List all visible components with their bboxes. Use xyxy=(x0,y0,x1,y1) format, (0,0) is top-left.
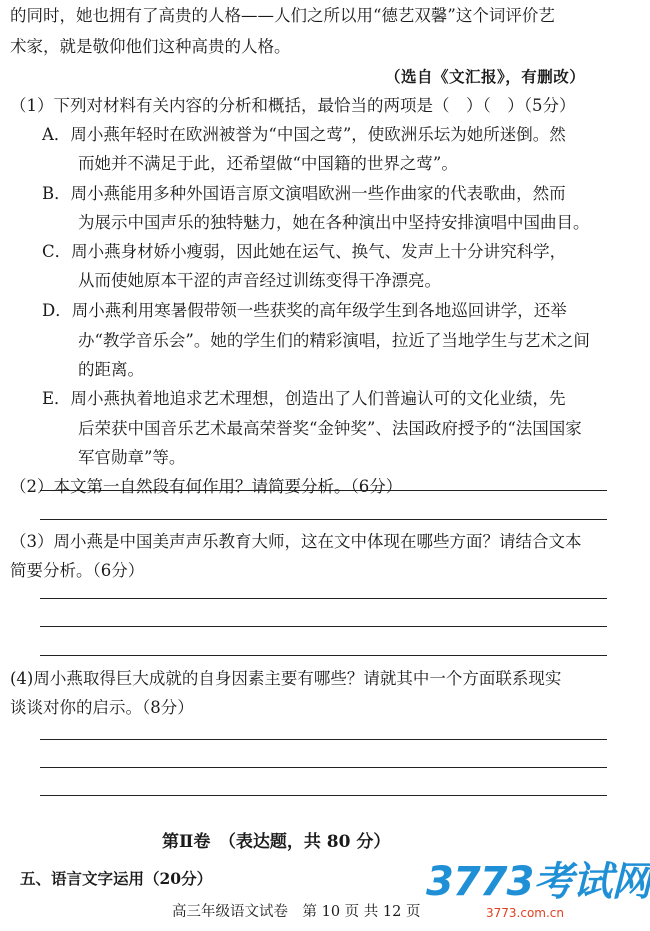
q3-stem-line-1: （3）周小燕是中国美声声乐教育大师，这在文中体现在哪些方面？请结合文本 xyxy=(10,532,582,551)
q4-answer-line-1[interactable] xyxy=(40,739,607,740)
q2-answer-line-1[interactable] xyxy=(40,490,607,491)
passage-line-1: 的同时，她也拥有了高贵的人格——人们之所以用“德艺双馨”这个词评价艺 xyxy=(10,6,555,25)
q4-stem-line-2: 谈谈对你的启示。（8分） xyxy=(10,698,194,717)
q4-stem-line-1: (4)周小燕取得巨大成就的自身因素主要有哪些？请就其中一个方面联系现实 xyxy=(10,669,562,688)
q1-option-d-line-2: 办“教学音乐会”。她的学生们的精彩演唱，拉近了当地学生与艺术之间 xyxy=(78,331,590,350)
watermark-url: 3773.com.cn xyxy=(486,906,564,920)
q4-answer-line-2[interactable] xyxy=(40,767,607,768)
q3-stem-line-2: 简要分析。（6分） xyxy=(10,561,145,580)
q1-option-d-line-3: 的距离。 xyxy=(78,360,144,379)
q1-option-e-line-1: E．周小燕执着地追求艺术理想，创造出了人们普遍认可的文化业绩，先 xyxy=(42,389,566,408)
q1-stem: （1）下列对材料有关内容的分析和概括，最恰当的两项是（ ）（ ）（5分） xyxy=(10,96,576,115)
q3-answer-line-3[interactable] xyxy=(40,655,607,656)
passage-source: （选自《文汇报》，有删改） xyxy=(385,67,586,86)
section5-heading: 五、语言文字运用（20分） xyxy=(20,869,213,888)
q3-answer-line-2[interactable] xyxy=(40,626,607,627)
q1-option-e-line-2: 后荣获中国音乐艺术最高荣誉奖“金钟奖”、法国政府授予的“法国国家 xyxy=(78,419,582,438)
q2-answer-line-2[interactable] xyxy=(40,519,607,520)
q1-option-c-line-2: 从而使她原本干涩的声音经过训练变得干净漂亮。 xyxy=(78,271,441,290)
q2-stem: （2）本文第一自然段有何作用？请简要分析。（6分） xyxy=(10,477,403,496)
watermark-logo: 3773考试网 xyxy=(426,859,650,905)
q1-option-b-line-2: 为展示中国声乐的独特魅力，她在各种演出中坚持安排演唱中国曲目。 xyxy=(78,213,590,232)
page-footer: 高三年级语文试卷 第 10 页 共 12 页 xyxy=(172,904,421,920)
q1-option-a-line-2: 而她并不满足于此，还希望做“中国籍的世界之莺”。 xyxy=(78,154,458,173)
q1-option-b-line-1: B．周小燕能用多种外国语言原文演唱欧洲一些作曲家的代表歌曲，然而 xyxy=(42,184,566,203)
q1-option-d-line-1: D．周小燕利用寒暑假带领一些获奖的高年级学生到各地巡回讲学，还举 xyxy=(42,301,567,320)
q3-answer-line-1[interactable] xyxy=(40,598,607,599)
passage-line-2: 术家，就是敬仰他们这种高贵的人格。 xyxy=(10,37,291,56)
q4-answer-line-3[interactable] xyxy=(40,795,607,796)
q1-option-e-line-3: 军官勋章”等。 xyxy=(78,448,186,467)
q1-option-c-line-1: C．周小燕身材娇小瘦弱，因此她在运气、换气、发声上十分讲究科学， xyxy=(42,242,567,261)
site-watermark xyxy=(426,859,650,924)
q1-option-a-line-1: A．周小燕年轻时在欧洲被誉为“中国之莺”，使欧洲乐坛为她所迷倒。然 xyxy=(42,125,566,144)
part2-title: 第Ⅱ卷 （表达题，共 80 分） xyxy=(162,832,391,852)
